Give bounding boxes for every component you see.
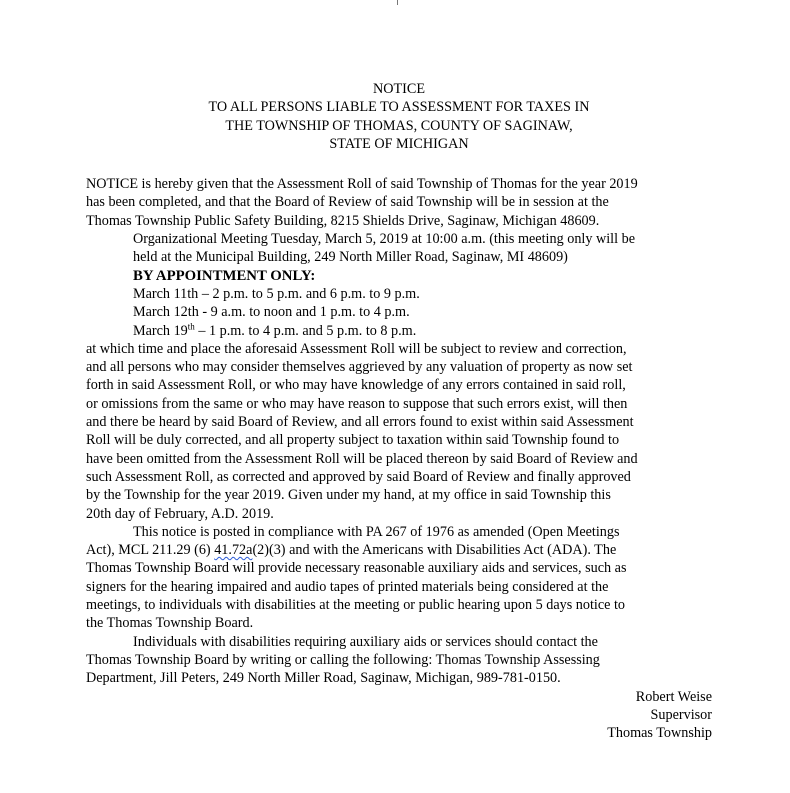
spacer — [86, 153, 712, 171]
compliance-line: meetings, to individuals with disabilities at the meeting or public hearing upon 5 days notice to — [86, 597, 626, 614]
heading-line-2: TO ALL PERSONS LIABLE TO ASSESSMENT FOR TAXES IN — [208, 99, 590, 116]
compliance-line: Thomas Township Board will provide necessary reasonable auxiliary aids and services, such as — [86, 560, 627, 577]
compliance-line: signers for the hearing impaired and audio tapes of printed materials being considered at the — [86, 578, 609, 595]
heading-line-1: NOTICE — [372, 81, 425, 97]
intro-line: NOTICE is hereby given that the Assessment Roll of said Township of Thomas for the year 2019 — [86, 176, 638, 193]
heading-line-4: STATE OF MICHIGAN — [329, 135, 469, 152]
body-line: 20th day of February, A.D. 2019. — [86, 505, 274, 522]
compliance-paragraph — [86, 523, 712, 633]
appointment-date: March 12th - 9 a.m. to noon and 1 p.m. to 4 p.m. — [133, 304, 410, 321]
body-line: Roll will be duly corrected, and all property subject to taxation within said Township found to — [86, 432, 620, 449]
signer-organization: Thomas Township — [607, 725, 712, 742]
page-edge-marker — [397, 0, 398, 5]
body-line: by the Township for the year 2019. Given under my hand, at my office in said Township this — [86, 487, 611, 504]
appointment-date: March 11th – 2 p.m. to 5 p.m. and 6 p.m. to 9 p.m. — [133, 285, 420, 302]
body-line: forth in said Assessment Roll, or who may have knowledge of any errors contained in said roll, — [86, 377, 626, 394]
organizational-meeting — [133, 230, 712, 267]
disabilities-paragraph — [86, 633, 712, 688]
intro-paragraph — [86, 175, 712, 230]
body-line: and there be heard by said Board of Review, and all errors found to exist within said Assessment — [86, 414, 634, 431]
body-line: have been omitted from the Assessment Roll will be placed thereon by said Board of Review and — [86, 450, 638, 467]
spellcheck-underline: 41.72a — [214, 542, 253, 559]
compliance-line: Act), MCL 211.29 (6) 41.72a(2)(3) and with the Americans with Disabilities Act (ADA). The — [86, 542, 617, 559]
body-line: and all persons who may consider themselves aggrieved by any valuation of property as now set — [86, 359, 633, 376]
signer-name: Robert Weise — [635, 688, 712, 705]
disabilities-line: Individuals with disabilities requiring auxiliary aids or services should contact the — [133, 633, 598, 650]
signer-title: Supervisor — [650, 706, 712, 723]
compliance-line: the Thomas Township Board. — [86, 615, 254, 632]
org-line: held at the Municipal Building, 249 North Miller Road, Saginaw, MI 48609) — [133, 249, 568, 266]
heading-line-3: THE TOWNSHIP OF THOMAS, COUNTY OF SAGINAW, — [225, 117, 573, 134]
appointment-title: BY APPOINTMENT ONLY: — [133, 267, 316, 284]
appointment-schedule — [133, 267, 712, 340]
compliance-line: This notice is posted in compliance with PA 267 of 1976 as amended (Open Meetings — [133, 523, 620, 540]
body-line: at which time and place the aforesaid Assessment Roll will be subject to review and correction, — [86, 340, 627, 357]
disabilities-line: Thomas Township Board by writing or calling the following: Thomas Township Assessing — [86, 651, 600, 668]
intro-line: has been completed, and that the Board of Review of said Township will be in session at the — [86, 194, 609, 211]
org-line: Organizational Meeting Tuesday, March 5, 2019 at 10:00 a.m. (this meeting only will be — [133, 231, 635, 248]
appointment-date: March 19th – 1 p.m. to 4 p.m. and 5 p.m. to 8 p.m. — [133, 320, 417, 339]
disabilities-line: Department, Jill Peters, 249 North Miller Road, Saginaw, Michigan, 989-781-0150. — [86, 670, 561, 687]
notice-heading — [86, 80, 712, 153]
intro-line: Thomas Township Public Safety Building, 8215 Shields Drive, Saginaw, Michigan 48609. — [86, 212, 600, 229]
signature-block — [86, 688, 712, 743]
body-line: or omissions from the same or who may have reason to suppose that such errors exist, will then — [86, 395, 628, 412]
body-line: such Assessment Roll, as corrected and approved by said Board of Review and finally approved — [86, 468, 631, 485]
notice-document — [86, 80, 712, 742]
review-paragraph — [86, 340, 712, 523]
